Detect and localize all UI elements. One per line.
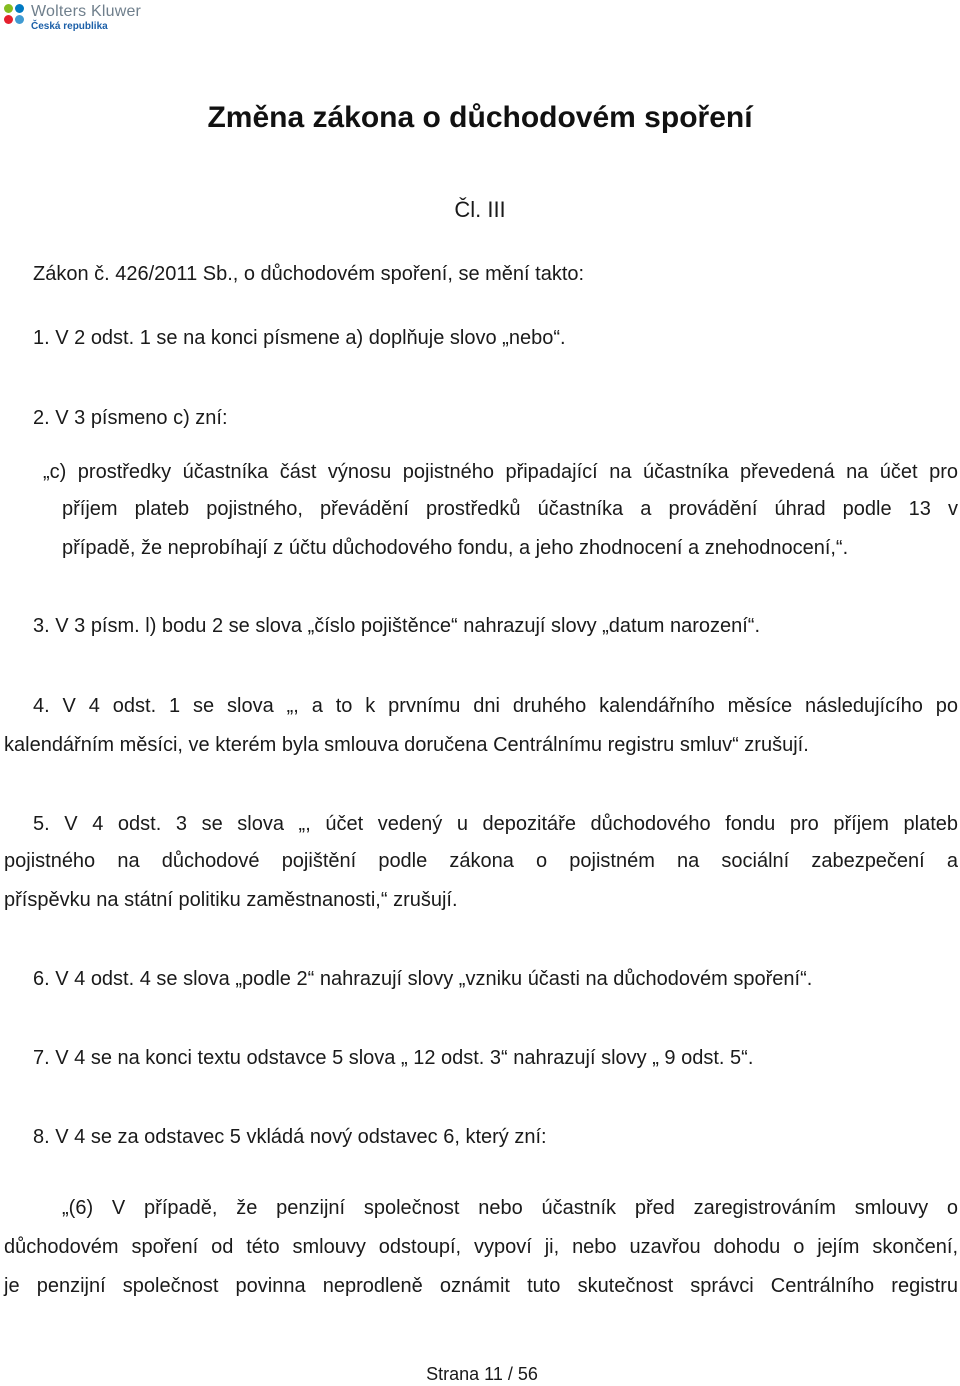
publisher-logo bbox=[4, 4, 141, 32]
logo-brand: Wolters Kluwer bbox=[31, 3, 142, 20]
item-2: 2. V 3 písmeno c) zní: bbox=[33, 407, 228, 429]
item-7: 7. V 4 se na konci textu odstavce 5 slova „ 12 odst. 3“ nahrazují slovy „ 9 odst. 5“. bbox=[33, 1047, 754, 1069]
item-5-line: příspěvku na státní politiku zaměstnanosti,“ zrušují. bbox=[4, 889, 458, 911]
logo-mark-icon bbox=[4, 4, 26, 26]
item-2-quote-line: případě, že neprobíhají z účtu důchodového fondu, a jeho zhodnocení a znehodnocení,“. bbox=[62, 537, 849, 559]
item-8-quote-line: je penzijní společnost povinna neprodleně oznámit tuto skutečnost správci Centrálního registru bbox=[4, 1275, 958, 1297]
item-1: 1. V 2 odst. 1 se na konci písmene a) doplňuje slovo „nebo“. bbox=[33, 327, 566, 349]
item-8-quote-line: „(6) V případě, že penzijní společnost nebo účastník před zaregistrováním smlouvy o bbox=[62, 1197, 958, 1219]
intro-text: Zákon č. 426/2011 Sb., o důchodovém spoření, se mění takto: bbox=[33, 263, 585, 285]
item-4-line: kalendářním měsíci, ve kterém byla smlouva doručena Centrálnímu registru smluv“ zrušují. bbox=[4, 734, 809, 756]
document-title: Změna zákona o důchodovém spoření bbox=[207, 101, 753, 134]
item-6: 6. V 4 odst. 4 se slova „podle 2“ nahrazují slovy „vzniku účasti na důchodovém spoření“. bbox=[33, 968, 813, 990]
item-5-line: pojistného na důchodové pojištění podle zákona o pojistném na sociální zabezpečení a bbox=[4, 850, 958, 872]
item-5-line: 5. V 4 odst. 3 se slova „, účet vedený u depozitáře důchodového fondu pro příjem plateb bbox=[33, 813, 958, 835]
item-3: 3. V 3 písm. l) bodu 2 se slova „číslo pojištěnce“ nahrazují slovy „datum narození“. bbox=[33, 615, 761, 637]
item-2-quote-line: „c) prostředky účastníka část výnosu pojistného připadající na účastníka převedená na účet pro bbox=[43, 461, 958, 483]
page-number: Strana 11 / 56 bbox=[426, 1364, 538, 1384]
item-4-line: 4. V 4 odst. 1 se slova „, a to k prvnímu dni druhého kalendářního měsíce následujícího po bbox=[33, 695, 958, 717]
item-8-quote-line: důchodovém spoření od této smlouvy odstoupí, vypoví ji, nebo uzavřou dohodu o jejím skončení, bbox=[4, 1236, 958, 1258]
logo-subbrand: Česká republika bbox=[31, 21, 108, 32]
item-2-quote-line: příjem plateb pojistného, převádění prostředků účastníka a provádění úhrad podle 13 v bbox=[62, 498, 958, 520]
item-8: 8. V 4 se za odstavec 5 vkládá nový odstavec 6, který zní: bbox=[33, 1126, 547, 1148]
article-heading: Čl. III bbox=[454, 197, 506, 222]
